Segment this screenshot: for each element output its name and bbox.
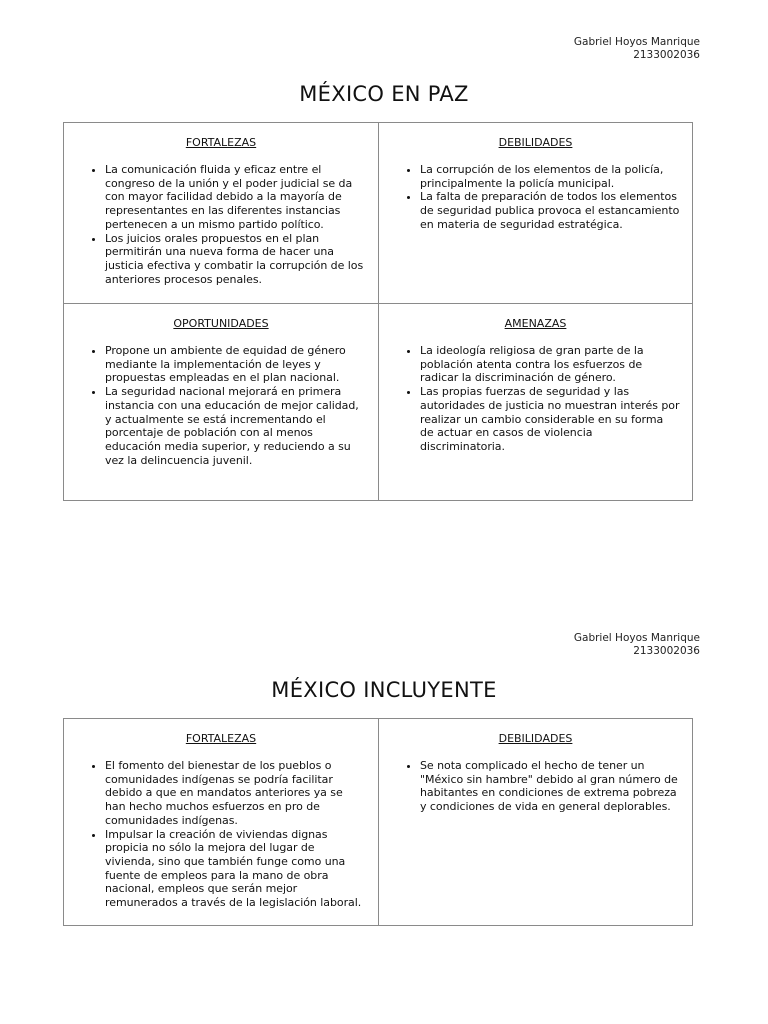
oportunidades-heading: OPORTUNIDADES bbox=[173, 317, 269, 330]
debilidades-heading: DEBILIDADES bbox=[498, 732, 573, 745]
debilidades-list bbox=[391, 759, 680, 814]
fortalezas-list bbox=[76, 163, 366, 286]
list-item: • El fomento del bienestar de los pueblos o comunidades indígenas se podría facilitar debido a que en mandatos anteriores ya se han hecho muchos esfuerzos en pro de comunidades indígenas. bbox=[105, 759, 366, 828]
list-item: • La comunicación fluida y eficaz entre el congreso de la unión y el poder judicial se da con mayor facilidad debido a la mayoría de representantes en las diferentes instancias pertenecen a un mismo partido político. bbox=[105, 163, 366, 232]
list-item: • Los juicios orales propuestos en el plan permitirán una nueva forma de hacer una justicia efectiva y combatir la corrupción de los anteriores procesos penales. bbox=[105, 232, 366, 287]
author-name: Gabriel Hoyos Manrique bbox=[573, 36, 700, 48]
page-title: MÉXICO INCLUYENTE bbox=[271, 678, 497, 702]
fortalezas-list bbox=[76, 759, 366, 910]
student-id: 2133002036 bbox=[633, 48, 700, 61]
swot-table bbox=[63, 122, 693, 501]
list-item: • Impulsar la creación de viviendas dignas propicia no sólo la mejora del lugar de vivienda, sino que también funge como una fuente de empleos para la mano de obra nacional, empleos que serán mejor remunerados a través de la legislación laboral. bbox=[105, 828, 366, 910]
swot-row-top bbox=[64, 719, 692, 925]
fortalezas-cell bbox=[64, 123, 378, 303]
oportunidades-cell bbox=[64, 304, 378, 500]
fortalezas-heading: FORTALEZAS bbox=[185, 732, 257, 745]
amenazas-heading: AMENAZAS bbox=[504, 317, 567, 330]
debilidades-cell bbox=[378, 719, 692, 925]
list-item: • La seguridad nacional mejorará en primera instancia con una educación de mejor calidad, y actualmente se está incrementando el porcentaje de población con al menos educación media superior, y reduciendo a su vez la delincuencia juvenil. bbox=[105, 385, 366, 467]
author-block bbox=[574, 632, 700, 657]
author-block bbox=[574, 36, 700, 61]
debilidades-heading: DEBILIDADES bbox=[498, 136, 573, 149]
debilidades-list bbox=[391, 163, 680, 232]
list-item: • Las propias fuerzas de seguridad y las autoridades de justicia no muestran interés por realizar un cambio considerable en su forma de actuar en casos de violencia discriminatoria. bbox=[420, 385, 680, 454]
list-item: • Propone un ambiente de equidad de género mediante la implementación de leyes y propuestas empleadas en el plan nacional. bbox=[105, 344, 366, 385]
oportunidades-list bbox=[76, 344, 366, 467]
author-name: Gabriel Hoyos Manrique bbox=[573, 632, 700, 644]
amenazas-list bbox=[391, 344, 680, 454]
page-title: MÉXICO EN PAZ bbox=[299, 82, 469, 106]
swot-row-bottom bbox=[64, 303, 692, 500]
list-item: • La ideología religiosa de gran parte de la población atenta contra los esfuerzos de radicar la discriminación de género. bbox=[420, 344, 680, 385]
fortalezas-cell bbox=[64, 719, 378, 925]
list-item: • La corrupción de los elementos de la policía, principalmente la policía municipal. bbox=[420, 163, 680, 190]
fortalezas-heading: FORTALEZAS bbox=[185, 136, 257, 149]
list-item: • Se nota complicado el hecho de tener un "México sin hambre" debido al gran número de habitantes en condiciones de extrema pobreza y condiciones de vida en general deplorables. bbox=[420, 759, 680, 814]
debilidades-cell bbox=[378, 123, 692, 303]
swot-row-top bbox=[64, 123, 692, 303]
student-id: 2133002036 bbox=[633, 644, 700, 657]
swot-table bbox=[63, 718, 693, 926]
list-item: • La falta de preparación de todos los elementos de seguridad publica provoca el estancamiento en materia de seguridad estratégica. bbox=[420, 190, 680, 231]
amenazas-cell bbox=[378, 304, 692, 500]
